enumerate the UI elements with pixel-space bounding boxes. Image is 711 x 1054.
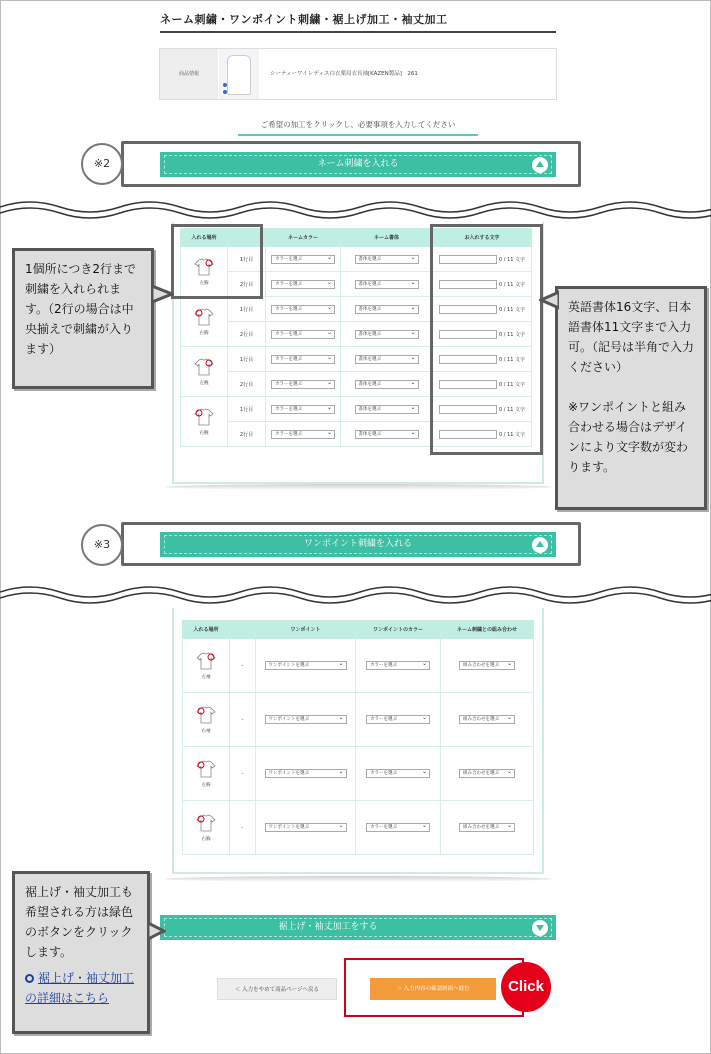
onepoint-color-select[interactable]: カラーを選ぶ ⌄ <box>366 769 430 778</box>
place-cell <box>183 747 230 801</box>
place-cell <box>183 801 230 855</box>
line-label: 1行目 <box>228 247 266 272</box>
note-two-lines <box>12 248 154 389</box>
font-select[interactable]: 書体を選ぶ ⌄ <box>355 330 419 339</box>
font-select[interactable]: 書体を選ぶ ⌄ <box>355 305 419 314</box>
onepoint-color-select[interactable]: カラーを選ぶ ⌄ <box>366 661 430 670</box>
col-font: ネーム書体 <box>341 229 433 247</box>
color-select[interactable]: カラーを選ぶ ⌄ <box>271 405 335 414</box>
onepoint-embroidery-label: ワンポイント刺繍を入れる <box>303 539 412 549</box>
color-select[interactable]: カラーを選ぶ ⌄ <box>271 430 335 439</box>
shirt-icon <box>193 358 215 376</box>
place-cell <box>181 347 228 397</box>
char-count: 0 / 11 文字 <box>499 406 525 413</box>
note-hem-text: 裾上げ・袖丈加工も希望される方は緑色のボタンをクリックします。 <box>25 885 134 959</box>
name-embroidery-button[interactable] <box>160 152 556 177</box>
marker-2: ※2 <box>81 143 123 185</box>
shirt-icon <box>195 760 217 778</box>
char-count: 0 / 11 文字 <box>499 331 525 338</box>
chevron-up-icon[interactable] <box>532 537 548 553</box>
col-place: 入れる場所 <box>181 229 228 247</box>
place-label: 左胸 <box>201 782 211 788</box>
instruction-text: ご希望の加工をクリックし、必要事項を入力してください <box>238 119 478 136</box>
place-cell <box>181 297 228 347</box>
col-dash <box>230 621 256 639</box>
marker-3: ※3 <box>81 524 123 566</box>
onepoint-embroidery-button[interactable] <box>160 532 556 557</box>
line-label: 1行目 <box>228 297 266 322</box>
dash-cell: - <box>230 639 256 693</box>
font-select[interactable]: 書体を選ぶ ⌄ <box>355 355 419 364</box>
hem-note: ※ネーム刺繍またはワンポイント刺繍のみご希望の方は入力不要です。 <box>582 920 686 931</box>
shirt-icon <box>193 408 215 426</box>
font-select[interactable]: 書体を選ぶ ⌄ <box>355 280 419 289</box>
note-two-lines-text: 1個所につき2行まで刺繍を入れられます。（2行の場合は中央揃えで刺繍が入ります） <box>25 262 137 356</box>
font-select[interactable]: 書体を選ぶ ⌄ <box>355 405 419 414</box>
note-pointer <box>148 921 166 943</box>
combo-select[interactable]: 組み合わせを選ぶ ⌄ <box>459 769 515 778</box>
line-label: 2行目 <box>228 272 266 297</box>
place-label: 左腕 <box>199 380 209 386</box>
product-thumbnail <box>219 49 259 99</box>
char-count: 0 / 11 文字 <box>499 381 525 388</box>
place-label: 右胸 <box>199 330 209 336</box>
onepoint-select[interactable]: ワンポイントを選ぶ ⌄ <box>265 769 347 778</box>
dash-cell: - <box>230 801 256 855</box>
shirt-icon <box>195 814 217 832</box>
product-info <box>159 48 557 100</box>
col-onepoint: ワンポイント <box>256 621 356 639</box>
line-label: 1行目 <box>228 397 266 422</box>
combo-select[interactable]: 組み合わせを選ぶ ⌄ <box>459 715 515 724</box>
place-label: 右腕 <box>199 430 209 436</box>
shirt-icon <box>195 706 217 724</box>
back-to-product-button[interactable]: ＜ 入力をやめて商品ページへ戻る <box>217 978 337 1000</box>
char-count: 0 / 11 文字 <box>499 356 525 363</box>
hem-sleeve-label: 裾上げ・袖丈加工をする <box>278 922 378 932</box>
table-row <box>183 747 534 801</box>
char-count: 0 / 11 文字 <box>499 431 525 438</box>
color-select[interactable]: カラーを選ぶ ⌄ <box>271 330 335 339</box>
line-label: 2行目 <box>228 322 266 347</box>
col-combo: ネーム刺繍との組み合わせ <box>441 621 534 639</box>
color-select[interactable]: カラーを選ぶ ⌄ <box>271 305 335 314</box>
onepoint-select[interactable]: ワンポイントを選ぶ ⌄ <box>265 661 347 670</box>
table-row <box>183 693 534 747</box>
shirt-icon <box>193 308 215 326</box>
note-hem <box>12 871 150 1034</box>
note-pointer <box>152 284 174 306</box>
note-pointer <box>539 290 559 312</box>
font-select[interactable]: 書体を選ぶ ⌄ <box>355 255 419 264</box>
click-badge: Click <box>501 962 551 1012</box>
table-row <box>183 801 534 855</box>
chevron-down-icon[interactable] <box>532 920 548 936</box>
link-bullet-icon <box>25 974 34 983</box>
onepoint-table <box>182 620 534 855</box>
color-select[interactable]: カラーを選ぶ ⌄ <box>271 380 335 389</box>
place-cell <box>183 693 230 747</box>
font-select[interactable]: 書体を選ぶ ⌄ <box>355 380 419 389</box>
line-label: 2行目 <box>228 422 266 447</box>
line-label: 1行目 <box>228 347 266 372</box>
dash-cell: - <box>230 693 256 747</box>
place-label: 左袖 <box>201 674 211 680</box>
shirt-icon <box>195 652 217 670</box>
name-embroidery-label: ネーム刺繍を入れる <box>317 159 399 169</box>
char-count: 0 / 11 文字 <box>499 306 525 313</box>
color-select[interactable]: カラーを選ぶ ⌄ <box>271 255 335 264</box>
col-color: ネームカラー <box>266 229 341 247</box>
font-select[interactable]: 書体を選ぶ ⌄ <box>355 430 419 439</box>
note-char-limit <box>555 286 707 510</box>
hem-detail-link[interactable]: 裾上げ・袖丈加工の詳細はこちら <box>25 971 135 1005</box>
chevron-up-icon[interactable] <box>532 157 548 173</box>
char-count: 0 / 11 文字 <box>499 256 525 263</box>
place-cell <box>183 639 230 693</box>
place-label: 左胸 <box>199 280 209 286</box>
col-text: お入れする文字 <box>433 229 532 247</box>
hem-sleeve-button[interactable] <box>160 915 686 940</box>
wave-divider <box>0 580 711 604</box>
highlight-place-column <box>171 224 263 299</box>
combo-select[interactable]: 組み合わせを選ぶ ⌄ <box>459 823 515 832</box>
onepoint-select[interactable]: ワンポイントを選ぶ ⌄ <box>265 823 347 832</box>
highlight-text-column <box>430 224 543 455</box>
color-select[interactable]: カラーを選ぶ ⌄ <box>271 280 335 289</box>
note-char-limit-text: 英語書体16文字、日本語書体11文字まで入力可。（記号は半角で入力ください） <box>568 300 695 374</box>
table-row <box>183 639 534 693</box>
dash-cell: - <box>230 747 256 801</box>
line-label: 2行目 <box>228 372 266 397</box>
wave-divider <box>0 195 711 219</box>
note-combo-text: ※ワンポイントと組み合わせる場合はデザインにより文字数が変わります。 <box>568 400 689 474</box>
place-label: 右袖 <box>201 728 211 734</box>
hem-detail-link-row[interactable] <box>25 968 137 1008</box>
next-confirm-button[interactable]: ＞ 入力内容の確認画面へ進む <box>370 978 496 1000</box>
place-label: 右胸 <box>201 836 211 842</box>
col-place: 入れる場所 <box>183 621 230 639</box>
col-onepoint-color: ワンポイントのカラー <box>356 621 441 639</box>
page-title: ネーム刺繍・ワンポイント刺繍・裾上げ加工・袖丈加工 <box>160 11 556 33</box>
product-name: シーティーワイレディス白衣薬局衣長袖[KAZEN製品] 261 <box>270 71 418 77</box>
combo-select[interactable]: 組み合わせを選ぶ ⌄ <box>459 661 515 670</box>
char-count: 0 / 11 文字 <box>499 281 525 288</box>
onepoint-select[interactable]: ワンポイントを選ぶ ⌄ <box>265 715 347 724</box>
color-select[interactable]: カラーを選ぶ ⌄ <box>271 355 335 364</box>
onepoint-color-select[interactable]: カラーを選ぶ ⌄ <box>366 823 430 832</box>
onepoint-color-select[interactable]: カラーを選ぶ ⌄ <box>366 715 430 724</box>
place-cell <box>181 397 228 447</box>
product-info-label: 商品情報 <box>160 49 218 99</box>
